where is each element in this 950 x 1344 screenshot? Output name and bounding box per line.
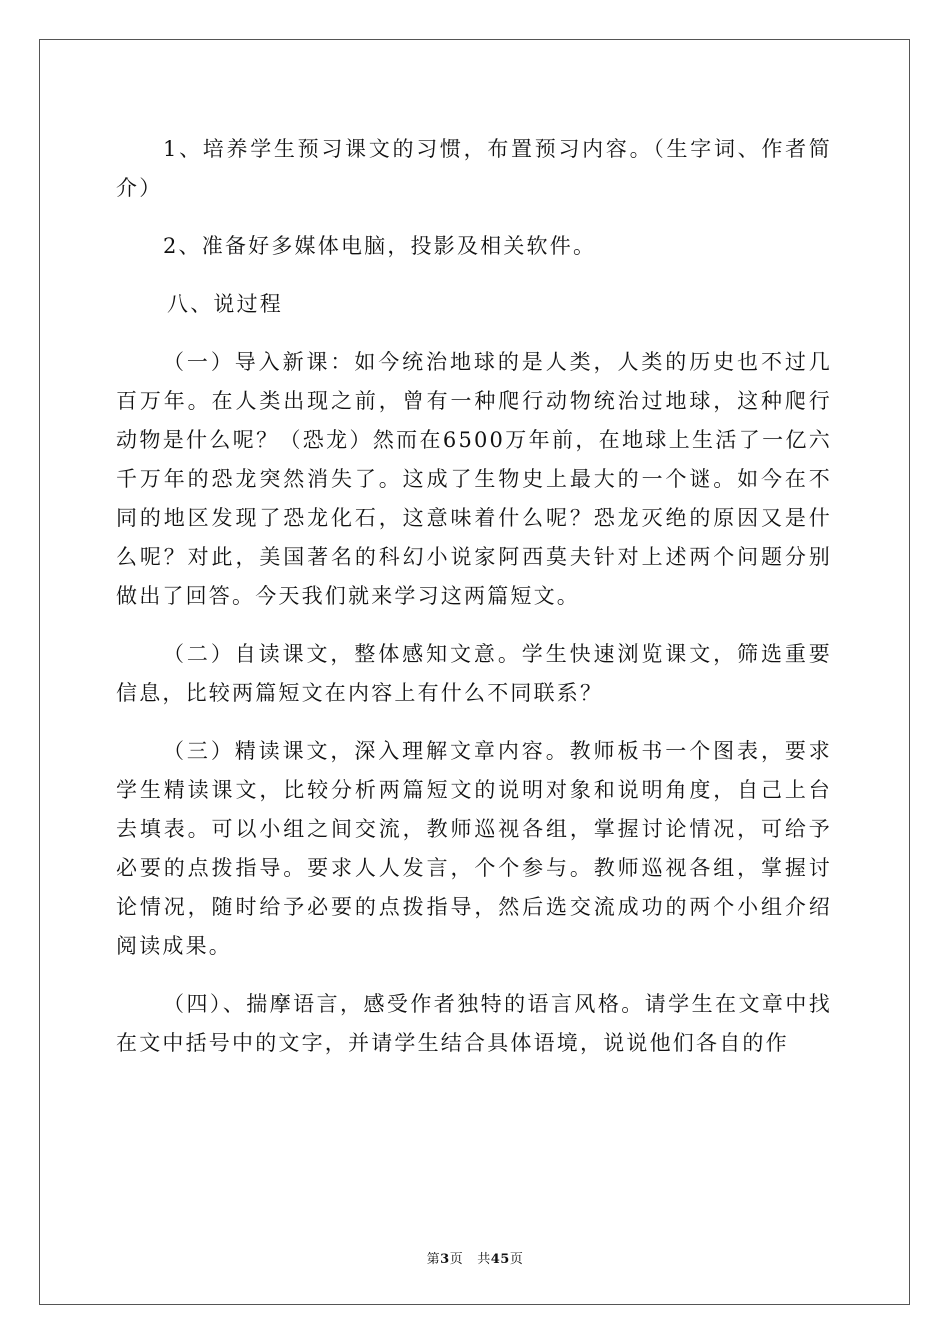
paragraph-preview-task: 1、培养学生预习课文的习惯，布置预习内容。（生字词、作者简介） <box>116 137 832 200</box>
page-number: 3 <box>440 1252 450 1267</box>
paragraph-lesson-intro: （一）导入新课：如今统治地球的是人类，人类的历史也不过几百万年。在人类出现之前，曾有一种爬行动物统治过地球，这种爬行动物是什么呢？（恐龙）然而在6500万年前，在地球上生活了一亿六千万年的恐龙突然消失了。这成了生物史上最大的一个谜。如今在不同的地区发现了恐龙化石，这意味着什么呢？恐龙灭绝的原因又是什么呢？对此，美国著名的科幻小说家阿西莫夫针对上述两个问题分别做出了回答。今天我们就来学习这两篇短文。 <box>116 350 832 608</box>
total-suffix: 页 <box>509 1252 524 1267</box>
total-pages: 45 <box>490 1252 510 1267</box>
paragraph-language-study: （四）、揣摩语言，感受作者独特的语言风格。请学生在文章中找在文中括号中的文字，并请学生结合具体语境，说说他们各自的作 <box>116 992 832 1055</box>
page-suffix: 页 <box>449 1252 464 1267</box>
total-prefix: 共 <box>477 1252 491 1267</box>
section-heading-process: 八、说过程 <box>167 292 283 316</box>
paragraph-close-reading: （三）精读课文，深入理解文章内容。教师板书一个图表，要求学生精读课文，比较分析两篇短文的说明对象和说明角度，自己上台去填表。可以小组之间交流，教师巡视各组，掌握讨论情况，可给予必要的点拨指导。要求人人发言，个个参与。教师巡视各组，掌握讨论情况，随时给予必要的点拨指导，然后选交流成功的两个小组介绍阅读成果。 <box>116 739 832 958</box>
page-footer <box>0 1248 950 1267</box>
paragraph-self-reading: （二）自读课文，整体感知文意。学生快速浏览课文，筛选重要信息，比较两篇短文在内容上有什么不同联系？ <box>116 642 832 705</box>
page-prefix: 第 <box>426 1252 441 1267</box>
document-body <box>116 130 832 1082</box>
paragraph-multimedia-prep: 2、准备好多媒体电脑，投影及相关软件。 <box>163 234 597 258</box>
